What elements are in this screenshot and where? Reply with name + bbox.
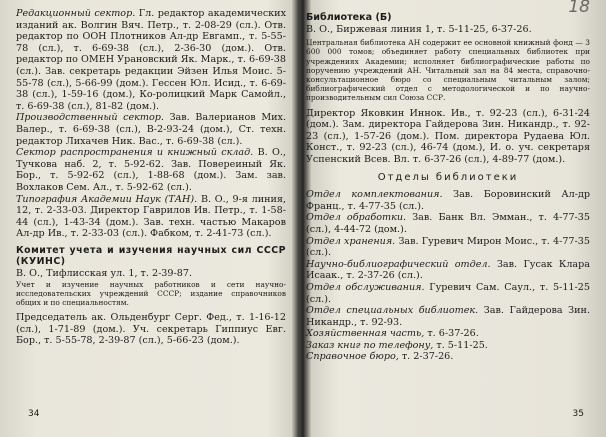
paragraph-text: Гл. редактор академических изданий ак. Волгин Вяч. Петр., т. 2-08-29 (сл.). Отв. редактор по ООН Плотников Ал-др Евгамп., т. 5-55-78 (сл.), т. 6-69-38 (сл.), 2-36-30 (дом.). Отв. редактор по ОМЕН Урановский Як. Марк., т. 6-69-38 (сл.). Зав. секретарь редакции Эйзен Илья Моис. 5-55-78 (сл.), 5-66-99 (дом.). Гессен Юл. Исид., т. 6-69-38 (сл.), 1-59-16 (дом.), Ко-ролицкий Марк Самойл., т. 6-69-38 (сл.), 81-82 (дом.). (16, 8, 286, 112)
left-page-content (16, 8, 286, 347)
committee-heading: Комитет учета и изучения научных сил СССР (КУИНС) (16, 244, 286, 268)
department-details: Зав. Гусак Клара Исаак., т. 2-37-26 (сл.). (306, 258, 590, 282)
right-page (304, 0, 598, 437)
paragraph-text: Зав. Валерианов Мих. Валер., т. 6-69-38 (сл.), В-2-93-24 (дом.), Ст. техн. редактор Лихачев Ник. Вас., т. 6-69-38 (сл.). (16, 112, 286, 147)
paragraph-text: В. О., Тучкова наб. 2, т. 5-92-62. Зав. Повереиный Як. Бор., т. 5-92-62 (сл.), 1-88-68 (дом.). Зам. зав. Вохлаков Сем. Ал., т. 5-92-62 (сл.). (16, 147, 287, 193)
department-details: т. 6-37-26. (424, 328, 479, 340)
department-name: Справочное бюро, (306, 351, 399, 363)
library-address: В. О., Биржевая линия 1, т. 5-11-25, 6-37-26. (306, 23, 532, 35)
department-name: Отдел специальных библиотек. (306, 305, 479, 317)
library-staff: Директор Яковкин Иннок. Ив., т. 92-23 (сл.), 6-31-24 (дом.). Зам. директора Гайдерова Зин. Никандр., т. 92-23 (сл.), 1-57-26 (дом.). Пом. директора Рудаева Юл. Конст., т. 92-23 (сл.), 46-74 (дом.), И. о. уч. секретаря Успенский Всев. Вл. т. 6-37-26 (сл.), 4-89-77 (дом.). (306, 107, 590, 165)
department-name: Отдел комплектования. (306, 189, 443, 201)
department-details: Зав. Гуревич Мирон Моис., т. 4-77-35 (сл.). (306, 235, 590, 259)
department-name: Хозяйственная часть, (306, 328, 425, 340)
department-name: Отдел хранения. (306, 235, 396, 247)
departments-list (306, 189, 590, 363)
paragraph-editorial (16, 8, 286, 112)
list-item (306, 328, 590, 340)
list-item (306, 236, 590, 259)
committee-note: Учет и изучение научных работников и сети научно-исследовательских учреждений СССР; издание справочников общих и по специальностям. (16, 279, 286, 308)
paragraph-lead: Сектор распространения и книжный склад. (16, 147, 254, 159)
list-item (306, 351, 590, 363)
paragraph-printing (16, 194, 286, 240)
paragraph-text: В. О., 9-я линия, 12, т. 2-33-03. Директор Гаврилов Ив. Петр., т. 1-58-44 (сл.), 1-43-34 (дом.). Зав. техн. частью Макаров Ал-др Ив., т. 2-33-03 (сл.). Фабком, т. 2-41-73 (сл.). (16, 193, 286, 240)
committee-address: В. О., Тифлисская ул. 1, т. 2-39-87. (16, 268, 193, 280)
department-name: Заказ книг по телефону, (306, 339, 434, 351)
department-name: Отдел обслуживания. (306, 281, 425, 293)
department-details: т. 5-11-25. (433, 339, 488, 351)
right-page-content (306, 12, 590, 363)
departments-title: Отделы библиотеки (377, 171, 519, 183)
list-item (306, 189, 590, 212)
paragraph-lead: Типография Академии Наук (ТАН). (16, 193, 198, 205)
list-item (306, 340, 590, 352)
book-gutter (292, 0, 304, 437)
list-item (306, 305, 590, 328)
department-details: Гуревич Сам. Саул., т. 5-11-25 (сл.). (306, 281, 590, 305)
department-details: Зав. Банк Вл. Эмман., т. 4-77-35 (сл.), 4-44-72 (дом.). (306, 212, 591, 235)
department-name: Научно-библиографический отдел. (306, 258, 491, 270)
list-item (306, 212, 590, 235)
committee-staff: Председатель ак. Ольденбург Серг. Фед., т. 1-16-12 (сл.), 1-71-89 (дом.). Уч. секретарь Гиппиус Евг. Бор., т. 5-55-78, 2-39-87 (сл.), 5-66-23 (дом.). (16, 312, 286, 347)
left-page (6, 0, 292, 437)
library-heading: Библиотека (Б) (306, 12, 392, 23)
department-details: т. 2-37-26. (398, 351, 454, 363)
paragraph-production (16, 112, 286, 147)
paragraph-lead: Редакционный сектор. (16, 8, 136, 19)
page-number-left: 34 (28, 409, 40, 420)
department-name: Отдел обработки. (306, 212, 407, 224)
paragraph-lead: Производственный сектор. (16, 112, 164, 124)
paragraph-distribution (16, 147, 286, 193)
department-details: Зав. Гайдерова Зин. Никандр., т. 92-93. (306, 305, 590, 328)
pencil-mark: 18 (568, 0, 590, 17)
page-number-right: 35 (572, 409, 584, 420)
department-details: Зав. Боровинский Ал-др Франц., т. 4-77-35 (сл.). (306, 189, 590, 212)
list-item (306, 282, 590, 305)
list-item (306, 259, 590, 282)
library-note: Центральная библиотека АН содержит ее основной книжный фонд — 3 600 000 томов; объединяет работу специальных библиотек при учреждениях Академии; исполняет библиографические работы по поручению учреждений АН. Читальный зал на 84 места, справочно-консультационное бюро со специальным читальным залом; библиографический отдел с методологической и по научно-производительным сил Союза ССР. (306, 38, 590, 103)
